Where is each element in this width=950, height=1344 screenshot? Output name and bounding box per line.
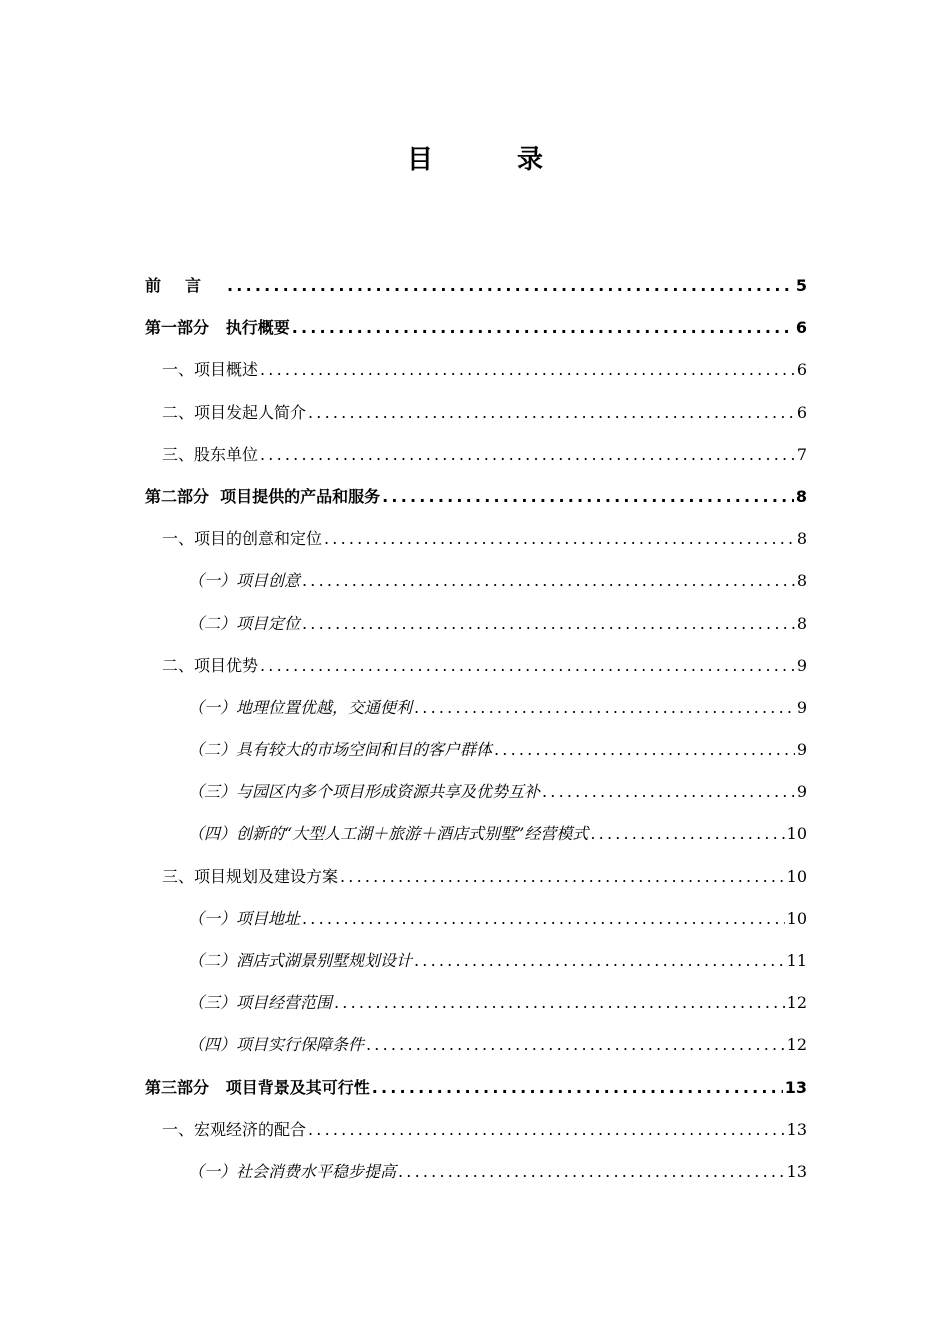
toc-dot-leader xyxy=(260,434,795,476)
toc-dot-leader xyxy=(398,1151,785,1193)
toc-entry-part-1[interactable] xyxy=(145,307,807,349)
toc-dot-leader xyxy=(542,771,795,813)
toc-page-number: 10 xyxy=(786,824,807,844)
toc-entry-preface[interactable] xyxy=(145,265,807,307)
toc-entry[interactable] xyxy=(145,940,807,982)
toc-label: 第二部分 项目提供的产品和服务 xyxy=(145,486,381,506)
toc-entry[interactable] xyxy=(145,982,807,1024)
toc-dot-leader xyxy=(308,1109,785,1151)
toc-label: 二、项目发起人简介 xyxy=(162,402,307,422)
toc-page-number: 6 xyxy=(796,360,807,380)
toc-label: （二）酒店式湖景别墅规划设计 xyxy=(188,951,413,970)
toc-page-number: 12 xyxy=(786,993,807,1013)
toc-dot-leader xyxy=(334,982,785,1024)
toc-label: （四）创新的“大型人工湖＋旅游＋酒店式别墅”经营模式 xyxy=(188,824,589,844)
toc-entry-part-2[interactable] xyxy=(145,476,807,518)
toc-page-number: 6 xyxy=(795,318,807,338)
toc-entry[interactable] xyxy=(145,645,807,687)
toc-dot-leader xyxy=(324,518,795,560)
toc-page-number: 13 xyxy=(784,1077,807,1097)
toc-dot-leader xyxy=(260,645,795,687)
toc-label: 一、项目的创意和定位 xyxy=(162,529,323,549)
toc-entry[interactable] xyxy=(145,813,807,855)
toc-entry[interactable] xyxy=(145,603,807,645)
toc-dot-leader xyxy=(302,603,795,645)
toc-label: 第一部分 执行概要 xyxy=(145,318,290,338)
toc-label: （四）项目实行保障条件 xyxy=(188,1035,365,1055)
toc-dot-leader xyxy=(366,1024,785,1066)
toc-page-number: 8 xyxy=(796,529,807,549)
toc-page-number: 10 xyxy=(786,866,807,886)
toc-page-number: 13 xyxy=(786,1161,807,1181)
toc-entry[interactable] xyxy=(145,349,807,391)
toc-page-number: 10 xyxy=(786,908,807,928)
toc-dot-leader xyxy=(340,856,785,898)
toc-page-number: 8 xyxy=(796,571,807,591)
toc-entry[interactable] xyxy=(145,1151,807,1193)
toc-label: 三、项目规划及建设方案 xyxy=(162,866,339,886)
toc-page-number: 8 xyxy=(795,486,807,506)
toc-page-number: 9 xyxy=(796,697,807,717)
toc-label: 一、宏观经济的配合 xyxy=(162,1119,307,1139)
toc-label: （二）项目定位 xyxy=(188,613,301,633)
toc-page-number: 9 xyxy=(796,782,807,802)
toc-dot-leader xyxy=(372,1067,783,1109)
toc-entry[interactable] xyxy=(145,1024,807,1066)
toc-dot-leader xyxy=(260,349,795,391)
toc-label: （二）具有较大的市场空间和目的客户群体 xyxy=(188,740,493,760)
toc-entry[interactable] xyxy=(145,771,807,813)
toc-entry[interactable] xyxy=(145,687,807,729)
toc-label: 三、股东单位 xyxy=(162,444,259,464)
toc-dot-leader xyxy=(302,898,785,940)
toc-label: （三）与园区内多个项目形成资源共享及优势互补 xyxy=(188,782,541,802)
toc-entry[interactable] xyxy=(145,560,807,602)
toc-label: 前言 xyxy=(145,276,226,295)
toc-page-number: 5 xyxy=(795,276,807,295)
toc-dot-leader xyxy=(494,729,795,771)
toc-dot-leader xyxy=(414,940,785,982)
toc-entry[interactable] xyxy=(145,856,807,898)
toc-entry-part-3[interactable] xyxy=(145,1067,807,1109)
toc-label: （三）项目经营范围 xyxy=(188,993,333,1013)
toc-page-number: 12 xyxy=(786,1035,807,1055)
toc-page-number: 9 xyxy=(796,655,807,675)
toc-entry[interactable] xyxy=(145,518,807,560)
toc-entry[interactable] xyxy=(145,729,807,771)
toc-page-number: 11 xyxy=(786,951,807,970)
toc-dot-leader xyxy=(227,265,794,307)
toc-dot-leader xyxy=(382,476,794,518)
toc-label: 一、项目概述 xyxy=(162,360,259,380)
toc-entry[interactable] xyxy=(145,1109,807,1151)
toc-label: （一）地理位置优越，交通便利 xyxy=(188,697,413,717)
toc-dot-leader xyxy=(308,392,795,434)
toc-entry[interactable] xyxy=(145,392,807,434)
toc-page-number: 8 xyxy=(796,613,807,633)
toc-entry[interactable] xyxy=(145,434,807,476)
table-of-contents xyxy=(145,265,807,1193)
toc-entry[interactable] xyxy=(145,898,807,940)
toc-label: （一）社会消费水平稳步提高 xyxy=(188,1161,397,1181)
toc-label: （一）项目创意 xyxy=(188,571,301,591)
toc-dot-leader xyxy=(590,813,784,855)
toc-label: 第三部分 项目背景及其可行性 xyxy=(145,1077,370,1097)
toc-label: 二、项目优势 xyxy=(162,655,259,675)
toc-page-number: 13 xyxy=(786,1119,807,1139)
page-title: 目 录 xyxy=(406,145,566,175)
toc-dot-leader xyxy=(302,560,795,602)
toc-page-number: 6 xyxy=(796,402,807,422)
toc-page-number: 9 xyxy=(796,740,807,760)
toc-page-number: 7 xyxy=(796,444,807,464)
toc-dot-leader xyxy=(292,307,794,349)
toc-dot-leader xyxy=(414,687,795,729)
toc-label: （一）项目地址 xyxy=(188,908,301,928)
